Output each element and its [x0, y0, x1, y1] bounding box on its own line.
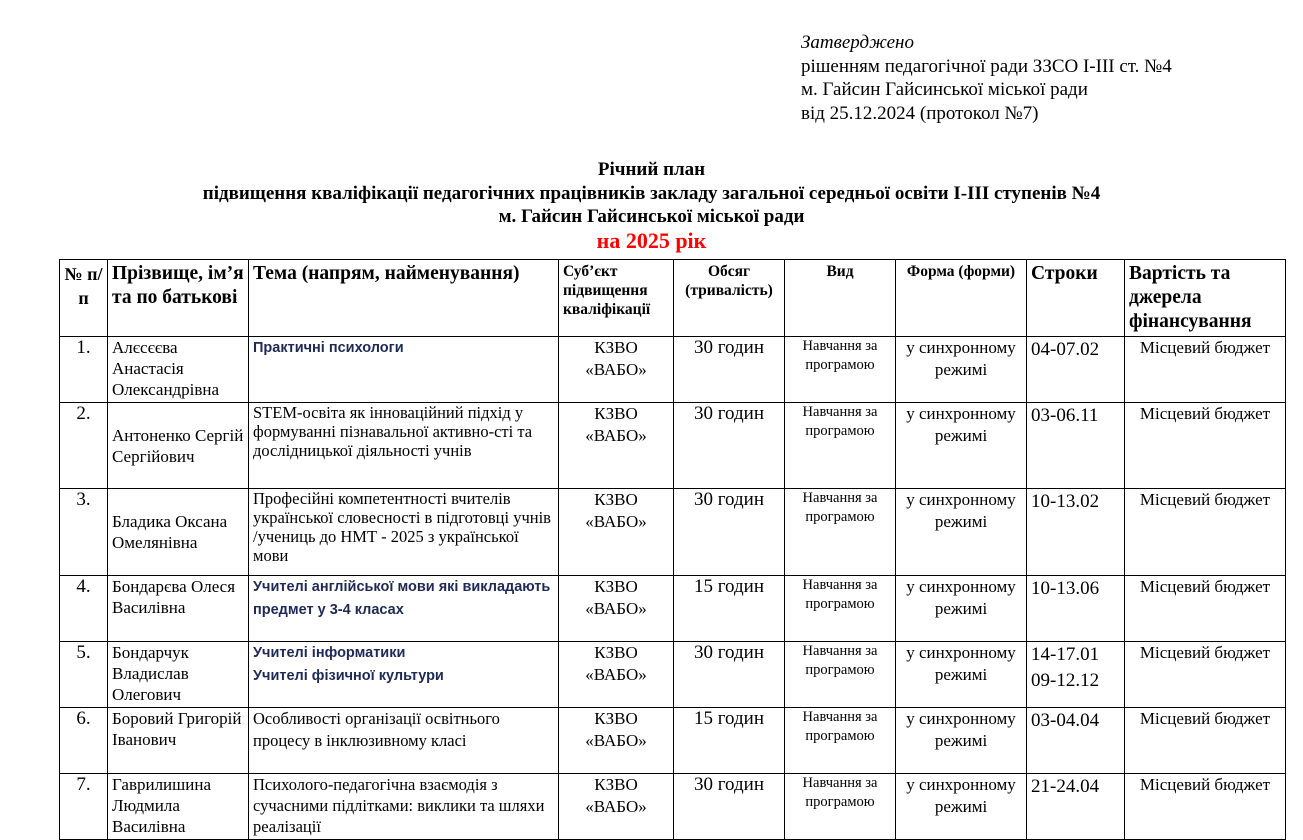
document-title: [0, 158, 1303, 253]
row-subject: КЗВО «ВАБО»: [559, 403, 674, 489]
header-topic: Тема (напрям, найменування): [249, 260, 559, 337]
row-kind: Навчання за програмою: [785, 774, 896, 840]
row-kind: Навчання за програмою: [785, 337, 896, 403]
row-topic: [249, 642, 559, 708]
row-subject: КЗВО «ВАБО»: [559, 774, 674, 840]
row-cost: Місцевий бюджет: [1125, 642, 1286, 708]
row-topic: Особливості організації освітнього процесу в інклюзивному класі: [249, 708, 559, 774]
header-cost: Вартість та джерела фінансування: [1125, 260, 1286, 337]
row-name: Бондарчук Владислав Олегович: [108, 642, 249, 708]
header-kind: Вид: [785, 260, 896, 337]
row-subject: КЗВО «ВАБО»: [559, 708, 674, 774]
table-row: [60, 642, 1286, 708]
row-num: 6.: [60, 708, 108, 774]
header-form: Форма (форми): [896, 260, 1027, 337]
approval-block: [801, 31, 1172, 125]
table-row: [60, 489, 1286, 576]
qualification-plan-table: [59, 259, 1286, 840]
row-topic: STEM-освіта як інноваційний підхід у формуванні пізнавальної активно-сті та дослідницької діяльності учнів: [249, 403, 559, 489]
row-num: 1.: [60, 337, 108, 403]
row-topic-line-2: Учителі фізичної культури: [253, 668, 444, 684]
row-kind: Навчання за програмою: [785, 642, 896, 708]
row-volume: 15 годин: [674, 708, 785, 774]
row-name: Боровий Григорій Іванович: [108, 708, 249, 774]
row-subject: КЗВО «ВАБО»: [559, 576, 674, 642]
title-line-3: м. Гайсин Гайсинської міської ради: [498, 206, 805, 227]
approval-label: Затверджено: [801, 32, 914, 53]
row-dates: [1027, 642, 1125, 708]
row-cost: Місцевий бюджет: [1125, 774, 1286, 840]
title-line-1: Річний план: [597, 159, 706, 180]
row-num: 7.: [60, 774, 108, 840]
row-dates-line-1: 14-17.01: [1031, 644, 1100, 665]
row-dates: 21-24.04: [1027, 774, 1125, 840]
title-line-2: підвищення кваліфікації педагогічних працівників закладу загальної середньої освіти І-ІІІ ступенів №4: [202, 182, 1101, 204]
row-form: у синхронному режимі: [896, 337, 1027, 403]
table-row: [60, 576, 1286, 642]
header-dates: Строки: [1027, 260, 1125, 337]
row-kind: Навчання за програмою: [785, 403, 896, 489]
row-dates: 04-07.02: [1027, 337, 1125, 403]
row-num: 4.: [60, 576, 108, 642]
row-name: Алєсєєва Анастасія Олександрівна: [108, 337, 249, 403]
row-volume: 30 годин: [674, 774, 785, 840]
header-subject: Суб’єкт підвищення кваліфікації: [559, 260, 674, 337]
table-header-row: [60, 260, 1286, 337]
row-volume: 30 годин: [674, 489, 785, 576]
row-dates: 10-13.06: [1027, 576, 1125, 642]
row-kind: Навчання за програмою: [785, 489, 896, 576]
approval-line-3: від 25.12.2024 (протокол №7): [801, 102, 1039, 124]
row-topic: Професійні компетентності вчителів української словесності в підготовці учнів /учениць до НМТ - 2025 з української мови: [249, 489, 559, 576]
row-cost: Місцевий бюджет: [1125, 403, 1286, 489]
row-topic: Учителі англійської мови які викладають предмет у 3-4 класах: [249, 576, 559, 642]
table-row: [60, 708, 1286, 774]
row-subject: КЗВО «ВАБО»: [559, 642, 674, 708]
row-cost: Місцевий бюджет: [1125, 576, 1286, 642]
row-form: у синхронному режимі: [896, 708, 1027, 774]
header-num: № п/п: [60, 260, 108, 337]
row-name: Бладика Оксана Омелянівна: [108, 489, 249, 576]
header-name: Прізвище, ім’я та по батькові: [108, 260, 249, 337]
row-cost: Місцевий бюджет: [1125, 489, 1286, 576]
row-dates-line-2: 09-12.12: [1031, 670, 1100, 691]
approval-line-1: рішенням педагогічної ради ЗЗСО І-ІІІ ст. №4: [801, 55, 1172, 77]
row-form: у синхронному режимі: [896, 403, 1027, 489]
row-form: у синхронному режимі: [896, 576, 1027, 642]
row-subject: КЗВО «ВАБО»: [559, 337, 674, 403]
row-num: 5.: [60, 642, 108, 708]
row-kind: Навчання за програмою: [785, 708, 896, 774]
row-name: Антоненко Сергій Сергійович: [108, 403, 249, 489]
row-form: у синхронному режимі: [896, 774, 1027, 840]
row-topic: Практичні психологи: [249, 337, 559, 403]
row-topic-line-1: Учителі інформатики: [253, 645, 406, 661]
row-topic: Психолого-педагогічна взаємодія з сучасними підлітками: виклики та шляхи реалізації: [249, 774, 559, 840]
row-dates: 03-04.04: [1027, 708, 1125, 774]
approval-line-2: м. Гайсин Гайсинської міської ради: [801, 79, 1088, 100]
row-volume: 30 годин: [674, 403, 785, 489]
row-volume: 30 годин: [674, 642, 785, 708]
row-dates: 10-13.02: [1027, 489, 1125, 576]
table-row: [60, 774, 1286, 840]
row-dates: 03-06.11: [1027, 403, 1125, 489]
row-kind: Навчання за програмою: [785, 576, 896, 642]
row-cost: Місцевий бюджет: [1125, 708, 1286, 774]
row-num: 2.: [60, 403, 108, 489]
row-num: 3.: [60, 489, 108, 576]
row-volume: 30 годин: [674, 337, 785, 403]
row-form: у синхронному режимі: [896, 642, 1027, 708]
title-year: на 2025 рік: [596, 227, 707, 253]
table-row: [60, 337, 1286, 403]
row-subject: КЗВО «ВАБО»: [559, 489, 674, 576]
row-volume: 15 годин: [674, 576, 785, 642]
row-name: Бондарєва Олеся Василівна: [108, 576, 249, 642]
header-volume: Обсяг (тривалість): [674, 260, 785, 337]
row-form: у синхронному режимі: [896, 489, 1027, 576]
row-cost: Місцевий бюджет: [1125, 337, 1286, 403]
table-row: [60, 403, 1286, 489]
row-name: Гаврилишина Людмила Василівна: [108, 774, 249, 840]
